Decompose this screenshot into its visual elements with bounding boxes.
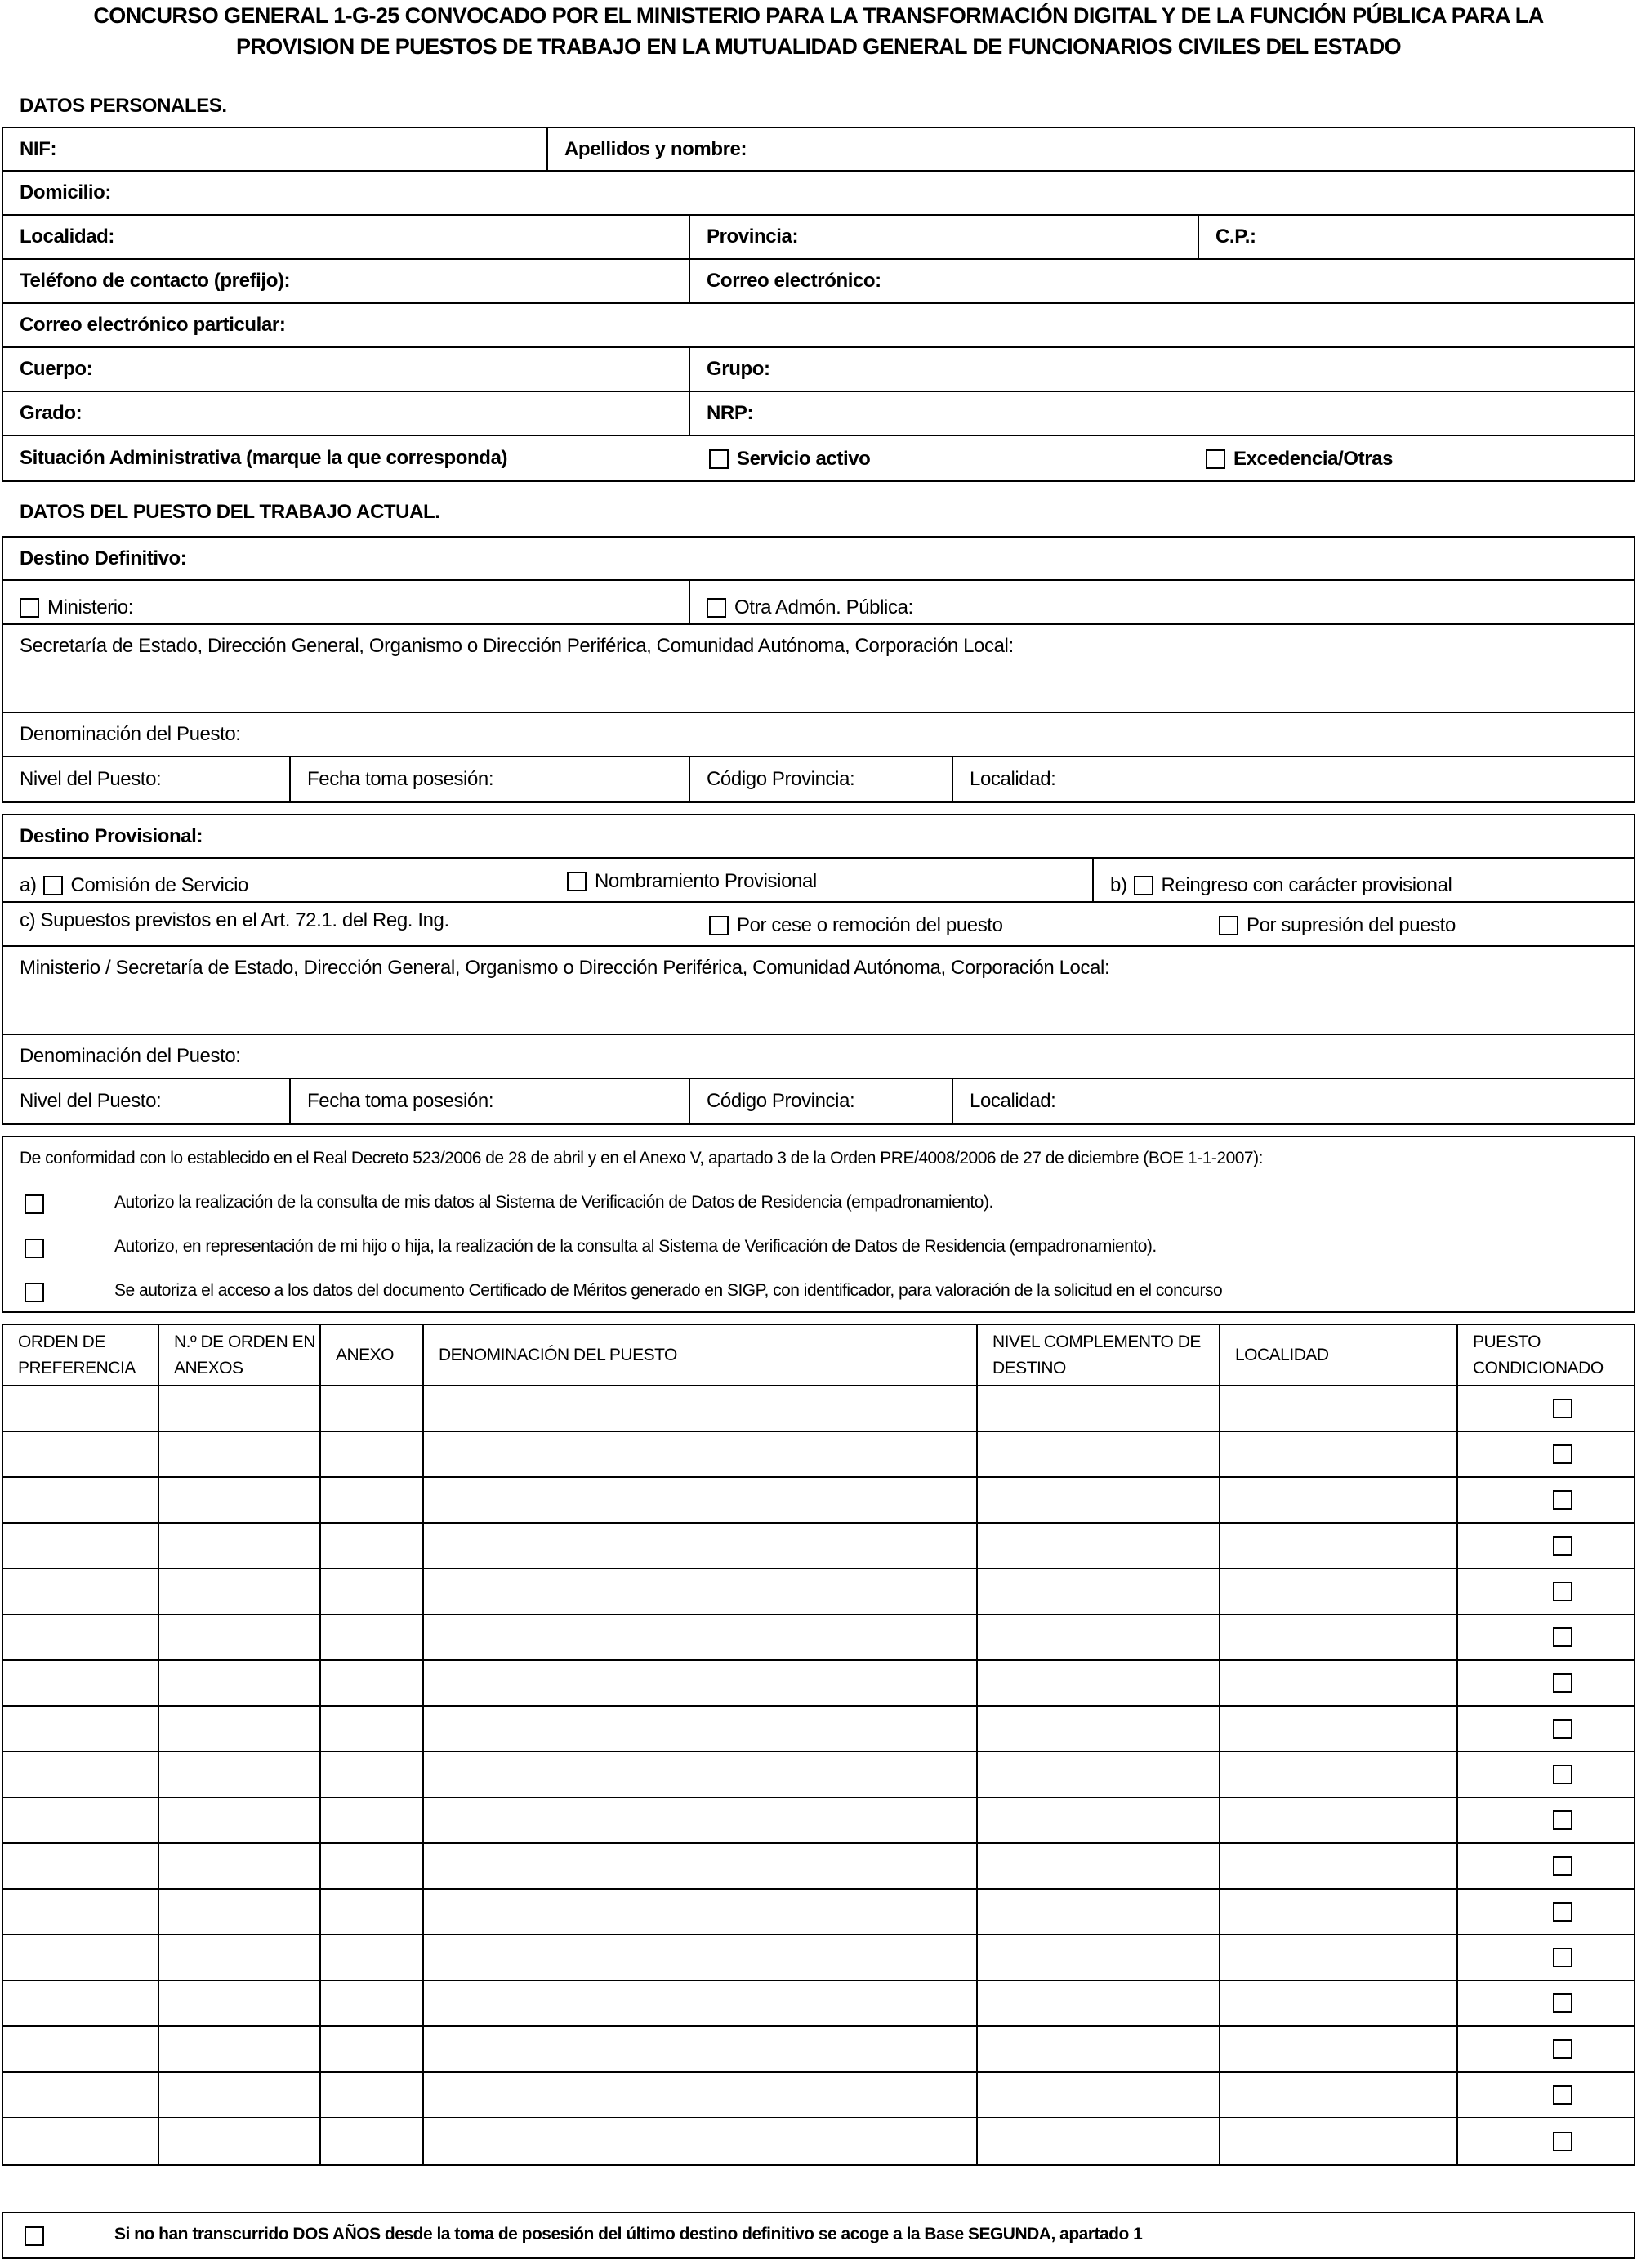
consent-item-2: Autorizo, en representación de mi hijo o hija, la realización de la consulta al Sistema de Verificación de Datos de Residencia (empadronamiento). bbox=[114, 1237, 1157, 1256]
table-cell[interactable] bbox=[424, 1935, 978, 1980]
table-row bbox=[3, 2073, 1634, 2118]
condicionado-cell bbox=[1458, 1890, 1634, 1934]
destino-provisional-table bbox=[2, 814, 1635, 1125]
table-cell[interactable] bbox=[321, 2027, 424, 2071]
table-cell[interactable] bbox=[3, 1981, 159, 2025]
table-cell[interactable] bbox=[1220, 1707, 1458, 1751]
condicionado-cell bbox=[1458, 1981, 1634, 2025]
condicionado-cell bbox=[1458, 1432, 1634, 1476]
table-cell[interactable] bbox=[1220, 1890, 1458, 1934]
table-cell[interactable] bbox=[1220, 1569, 1458, 1614]
table-cell[interactable] bbox=[321, 1844, 424, 1888]
personal-data-table bbox=[2, 127, 1635, 482]
provisional-denominacion-field[interactable]: Denominación del Puesto: bbox=[20, 1045, 241, 1067]
nrp-field[interactable]: NRP: bbox=[707, 402, 754, 424]
table-cell[interactable] bbox=[978, 1615, 1220, 1659]
table-cell[interactable] bbox=[424, 1524, 978, 1568]
condicionado-cell bbox=[1458, 1844, 1634, 1888]
checkbox-icon[interactable] bbox=[1553, 1444, 1572, 1464]
checkbox-icon[interactable] bbox=[709, 449, 729, 469]
table-cell[interactable] bbox=[1220, 1661, 1458, 1705]
localidad-puesto-field[interactable]: Localidad: bbox=[970, 768, 1056, 790]
table-cell[interactable] bbox=[159, 1844, 321, 1888]
checkbox-icon[interactable] bbox=[1553, 1399, 1572, 1418]
checkbox-icon[interactable] bbox=[1553, 2132, 1572, 2151]
table-cell[interactable] bbox=[321, 1935, 424, 1980]
option-b-label: b) bbox=[1110, 874, 1127, 896]
form-title-line-1: CONCURSO GENERAL 1-G-25 CONVOCADO POR EL MINISTERIO PARA LA TRANSFORMACIÓN DIGITAL Y DE LA FUNCIÓN PÚBLICA PARA LA bbox=[93, 3, 1544, 28]
table-cell[interactable] bbox=[424, 1432, 978, 1476]
reingreso-option[interactable] bbox=[1094, 859, 1634, 901]
table-row bbox=[3, 2027, 1634, 2073]
cese-option[interactable] bbox=[709, 914, 1003, 937]
table-cell[interactable] bbox=[3, 1844, 159, 1888]
section-heading-actual: DATOS DEL PUESTO DEL TRABAJO ACTUAL. bbox=[20, 501, 440, 523]
consent-box bbox=[2, 1136, 1635, 1313]
table-cell[interactable] bbox=[3, 1524, 159, 1568]
table-cell[interactable] bbox=[1220, 1752, 1458, 1797]
table-cell[interactable] bbox=[159, 1935, 321, 1980]
nombramiento-label: Nombramiento Provisional bbox=[595, 870, 817, 892]
table-cell[interactable] bbox=[978, 1752, 1220, 1797]
table-cell[interactable] bbox=[321, 1661, 424, 1705]
table-cell[interactable] bbox=[978, 1478, 1220, 1522]
table-cell[interactable] bbox=[321, 1707, 424, 1751]
table-cell[interactable] bbox=[3, 1386, 159, 1431]
footer-box bbox=[2, 2212, 1635, 2259]
table-cell[interactable] bbox=[978, 2027, 1220, 2071]
checkbox-icon[interactable] bbox=[1134, 876, 1153, 895]
table-cell[interactable] bbox=[159, 1615, 321, 1659]
table-cell[interactable] bbox=[978, 1386, 1220, 1431]
nombramiento-option[interactable] bbox=[567, 870, 817, 893]
checkbox-icon[interactable] bbox=[25, 1194, 44, 1214]
checkbox-icon[interactable] bbox=[1553, 1993, 1572, 2013]
table-cell[interactable] bbox=[159, 1890, 321, 1934]
condicionado-cell bbox=[1458, 2118, 1634, 2164]
table-cell[interactable] bbox=[3, 1615, 159, 1659]
consent-item-3: Se autoriza el acceso a los datos del documento Certificado de Méritos generado en SIGP, con identificador, para valoración de la solicitud en el concurso bbox=[114, 1281, 1223, 1300]
table-cell[interactable] bbox=[424, 1844, 978, 1888]
table-row bbox=[3, 1890, 1634, 1935]
table-cell[interactable] bbox=[321, 1890, 424, 1934]
checkbox-icon[interactable] bbox=[25, 1239, 44, 1258]
table-cell[interactable] bbox=[1220, 2027, 1458, 2071]
table-cell[interactable] bbox=[1220, 1524, 1458, 1568]
checkbox-icon[interactable] bbox=[1553, 1856, 1572, 1876]
checkbox-icon[interactable] bbox=[567, 872, 587, 891]
codigo-provincia-field[interactable]: Código Provincia: bbox=[690, 757, 953, 801]
puestos-table bbox=[2, 1324, 1635, 2166]
provisional-nivel-field[interactable]: Nivel del Puesto: bbox=[3, 1079, 291, 1123]
table-cell[interactable] bbox=[978, 1707, 1220, 1751]
destino-definitivo-table bbox=[2, 536, 1635, 803]
secretaria-field[interactable]: Secretaría de Estado, Dirección General, Organismo o Dirección Periférica, Comunidad Autónoma, Corporación Local: bbox=[20, 635, 1014, 657]
condicionado-cell bbox=[1458, 1661, 1634, 1705]
section-heading-personal: DATOS PERSONALES. bbox=[20, 95, 227, 117]
servicio-activo-label: Servicio activo bbox=[737, 448, 871, 470]
table-cell[interactable] bbox=[978, 2118, 1220, 2164]
checkbox-icon[interactable] bbox=[25, 2226, 44, 2246]
col-orden: ORDEN DE PREFERENCIA bbox=[3, 1325, 159, 1385]
table-row bbox=[3, 1981, 1634, 2027]
table-cell[interactable] bbox=[978, 1935, 1220, 1980]
localidad-field[interactable]: Localidad: bbox=[3, 216, 690, 258]
nivel-field[interactable]: Nivel del Puesto: bbox=[3, 757, 291, 801]
table-cell[interactable] bbox=[424, 1661, 978, 1705]
otra-admon-option[interactable] bbox=[690, 581, 1634, 623]
col-denominacion: DENOMINACIÓN DEL PUESTO bbox=[424, 1325, 978, 1385]
table-cell[interactable] bbox=[424, 1386, 978, 1431]
grupo-field[interactable]: Grupo: bbox=[707, 358, 770, 380]
table-cell[interactable] bbox=[159, 1478, 321, 1522]
condicionado-cell bbox=[1458, 1524, 1634, 1568]
apellidos-field[interactable]: Apellidos y nombre: bbox=[564, 137, 747, 160]
table-cell[interactable] bbox=[3, 1661, 159, 1705]
table-cell[interactable] bbox=[3, 1478, 159, 1522]
telefono-field[interactable]: Teléfono de contacto (prefijo): bbox=[3, 260, 690, 302]
table-cell[interactable] bbox=[321, 1569, 424, 1614]
condicionado-cell bbox=[1458, 1478, 1634, 1522]
provincia-field[interactable]: Provincia: bbox=[690, 216, 1199, 258]
table-cell[interactable] bbox=[1220, 1386, 1458, 1431]
checkbox-icon[interactable] bbox=[1553, 2039, 1572, 2059]
table-cell[interactable] bbox=[321, 1798, 424, 1842]
table-cell[interactable] bbox=[978, 1432, 1220, 1476]
provisional-localidad-field[interactable]: Localidad: bbox=[970, 1090, 1056, 1112]
table-cell[interactable] bbox=[978, 1798, 1220, 1842]
table-cell[interactable] bbox=[321, 1752, 424, 1797]
table-row bbox=[3, 1935, 1634, 1981]
table-row bbox=[3, 1752, 1634, 1798]
col-localidad: LOCALIDAD bbox=[1220, 1325, 1458, 1385]
table-cell[interactable] bbox=[321, 1478, 424, 1522]
supresion-option[interactable] bbox=[1219, 914, 1456, 937]
reingreso-label: Reingreso con carácter provisional bbox=[1161, 874, 1452, 896]
excedencia-option[interactable] bbox=[1206, 448, 1393, 471]
checkbox-icon[interactable] bbox=[1553, 1948, 1572, 1967]
table-cell[interactable] bbox=[321, 2073, 424, 2117]
table-cell[interactable] bbox=[159, 1707, 321, 1751]
checkbox-icon[interactable] bbox=[709, 916, 729, 935]
consent-item-1: Autorizo la realización de la consulta de mis datos al Sistema de Verificación de Datos de Residencia (empadronamiento). bbox=[114, 1193, 993, 1212]
grado-field[interactable]: Grado: bbox=[3, 392, 690, 435]
table-cell[interactable] bbox=[424, 1981, 978, 2025]
table-cell[interactable] bbox=[1220, 2118, 1458, 2164]
table-cell[interactable] bbox=[159, 1569, 321, 1614]
table-row bbox=[3, 1524, 1634, 1569]
condicionado-cell bbox=[1458, 1615, 1634, 1659]
destino-definitivo-title: Destino Definitivo: bbox=[20, 547, 187, 569]
col-condicionado: PUESTO CONDICIONADO bbox=[1473, 1333, 1604, 1377]
table-row bbox=[3, 1661, 1634, 1707]
table-row bbox=[3, 1707, 1634, 1752]
consent-intro: De conformidad con lo establecido en el Real Decreto 523/2006 de 28 de abril y en el Anexo V, apartado 3 de la Orden PRE/4008/2006 de 27 de diciembre (BOE 1-1-2007): bbox=[20, 1149, 1263, 1167]
table-cell[interactable] bbox=[1220, 1981, 1458, 2025]
denominacion-field[interactable]: Denominación del Puesto: bbox=[20, 723, 241, 745]
table-cell[interactable] bbox=[321, 1981, 424, 2025]
table-cell[interactable] bbox=[424, 2027, 978, 2071]
table-cell[interactable] bbox=[1220, 1798, 1458, 1842]
table-cell[interactable] bbox=[424, 1615, 978, 1659]
provisional-codigo-field[interactable]: Código Provincia: bbox=[690, 1079, 953, 1123]
checkbox-icon[interactable] bbox=[707, 598, 726, 618]
table-cell[interactable] bbox=[159, 1432, 321, 1476]
table-cell[interactable] bbox=[3, 1798, 159, 1842]
table-cell[interactable] bbox=[1220, 1615, 1458, 1659]
table-cell[interactable] bbox=[978, 1661, 1220, 1705]
provisional-fecha-field[interactable]: Fecha toma posesión: bbox=[291, 1079, 690, 1123]
checkbox-icon[interactable] bbox=[1219, 916, 1238, 935]
checkbox-icon[interactable] bbox=[1553, 2085, 1572, 2105]
condicionado-cell bbox=[1458, 1707, 1634, 1751]
table-row bbox=[3, 1569, 1634, 1615]
table-cell[interactable] bbox=[159, 2073, 321, 2117]
checkbox-icon[interactable] bbox=[1553, 1719, 1572, 1739]
table-row bbox=[3, 1844, 1634, 1890]
table-cell[interactable] bbox=[159, 1981, 321, 2025]
condicionado-cell bbox=[1458, 2073, 1634, 2117]
table-cell[interactable] bbox=[159, 1798, 321, 1842]
table-cell[interactable] bbox=[424, 1798, 978, 1842]
checkbox-icon[interactable] bbox=[1553, 1765, 1572, 1784]
form-title-line-2: PROVISION DE PUESTOS DE TRABAJO EN LA MUTUALIDAD GENERAL DE FUNCIONARIOS CIVILES DEL ESTADO bbox=[235, 34, 1402, 59]
domicilio-field[interactable]: Domicilio: bbox=[20, 181, 112, 203]
table-cell[interactable] bbox=[424, 1752, 978, 1797]
col-nivel: NIVEL COMPLEMENTO DE DESTINO bbox=[978, 1325, 1220, 1385]
supresion-label: Por supresión del puesto bbox=[1247, 914, 1456, 936]
table-cell[interactable] bbox=[321, 1386, 424, 1431]
table-cell[interactable] bbox=[1220, 2073, 1458, 2117]
provisional-ministerio-field[interactable]: Ministerio / Secretaría de Estado, Dirección General, Organismo o Dirección Periférica, Comunidad Autónoma, Corporación Local: bbox=[20, 957, 1110, 979]
table-cell[interactable] bbox=[3, 1569, 159, 1614]
table-cell[interactable] bbox=[978, 1524, 1220, 1568]
situacion-label: Situación Administrativa (marque la que corresponda) bbox=[20, 447, 508, 469]
table-cell[interactable] bbox=[424, 2118, 978, 2164]
comision-label[interactable]: Comisión de Servicio bbox=[70, 874, 248, 896]
otra-admon-label: Otra Admón. Pública: bbox=[734, 596, 913, 618]
correo-particular-field[interactable]: Correo electrónico particular: bbox=[20, 314, 286, 336]
condicionado-cell bbox=[1458, 1569, 1634, 1614]
fecha-field[interactable]: Fecha toma posesión: bbox=[291, 757, 690, 801]
table-cell[interactable] bbox=[424, 1707, 978, 1751]
table-cell[interactable] bbox=[424, 1569, 978, 1614]
table-cell[interactable] bbox=[1220, 1844, 1458, 1888]
table-cell[interactable] bbox=[3, 1707, 159, 1751]
option-a-label: a) bbox=[20, 874, 37, 896]
correo-field[interactable]: Correo electrónico: bbox=[707, 270, 881, 292]
excedencia-label: Excedencia/Otras bbox=[1233, 448, 1394, 470]
table-cell[interactable] bbox=[321, 2118, 424, 2164]
table-cell[interactable] bbox=[159, 2118, 321, 2164]
table-row bbox=[3, 2118, 1634, 2164]
col-n-orden: N.º DE ORDEN EN ANEXOS bbox=[159, 1325, 321, 1385]
table-row bbox=[3, 1798, 1634, 1844]
table-cell[interactable] bbox=[1220, 1478, 1458, 1522]
table-cell[interactable] bbox=[424, 1890, 978, 1934]
table-cell[interactable] bbox=[3, 2073, 159, 2117]
table-cell[interactable] bbox=[978, 1569, 1220, 1614]
ministerio-label: Ministerio: bbox=[47, 596, 133, 618]
nif-field[interactable]: NIF: bbox=[3, 128, 548, 170]
checkbox-icon[interactable] bbox=[43, 876, 63, 895]
table-row bbox=[3, 1615, 1634, 1661]
table-header bbox=[3, 1325, 1634, 1386]
cese-label: Por cese o remoción del puesto bbox=[737, 914, 1003, 936]
condicionado-cell bbox=[1458, 1386, 1634, 1431]
ministerio-option[interactable] bbox=[3, 581, 690, 623]
table-row bbox=[3, 1478, 1634, 1524]
table-cell[interactable] bbox=[159, 1524, 321, 1568]
checkbox-icon[interactable] bbox=[1206, 449, 1225, 469]
table-cell[interactable] bbox=[321, 1432, 424, 1476]
servicio-activo-option[interactable] bbox=[709, 448, 870, 471]
table-cell[interactable] bbox=[978, 1890, 1220, 1934]
table-cell[interactable] bbox=[978, 1844, 1220, 1888]
table-row bbox=[3, 1432, 1634, 1478]
table-cell[interactable] bbox=[3, 1432, 159, 1476]
table-cell[interactable] bbox=[159, 2027, 321, 2071]
condicionado-cell bbox=[1458, 2027, 1634, 2071]
provisional-ab-row bbox=[3, 859, 1094, 901]
condicionado-cell bbox=[1458, 1752, 1634, 1797]
table-cell[interactable] bbox=[159, 1386, 321, 1431]
table-cell[interactable] bbox=[1220, 1935, 1458, 1980]
checkbox-icon[interactable] bbox=[1553, 1673, 1572, 1693]
destino-provisional-title: Destino Provisional: bbox=[20, 824, 203, 847]
table-cell[interactable] bbox=[321, 1524, 424, 1568]
table-cell[interactable] bbox=[978, 2073, 1220, 2117]
table-cell[interactable] bbox=[3, 1935, 159, 1980]
table-cell[interactable] bbox=[424, 2073, 978, 2117]
supuestos-label: c) Supuestos previstos en el Art. 72.1. del Reg. Ing. bbox=[20, 909, 449, 931]
table-cell[interactable] bbox=[3, 2118, 159, 2164]
col-anexo: ANEXO bbox=[321, 1325, 424, 1385]
footer-text: Si no han transcurrido DOS AÑOS desde la toma de posesión del último destino definitivo se acoge a la Base SEGUNDA, apartado 1 bbox=[114, 2225, 1143, 2243]
cp-field[interactable]: C.P.: bbox=[1215, 225, 1256, 248]
table-cell[interactable] bbox=[1220, 1432, 1458, 1476]
condicionado-cell bbox=[1458, 1798, 1634, 1842]
checkbox-icon[interactable] bbox=[1553, 1627, 1572, 1647]
checkbox-icon[interactable] bbox=[1553, 1810, 1572, 1830]
table-cell[interactable] bbox=[159, 1752, 321, 1797]
table-cell[interactable] bbox=[3, 1890, 159, 1934]
table-row bbox=[3, 1386, 1634, 1432]
checkbox-icon[interactable] bbox=[1553, 1582, 1572, 1601]
table-cell[interactable] bbox=[321, 1615, 424, 1659]
checkbox-icon[interactable] bbox=[25, 1283, 44, 1302]
condicionado-cell bbox=[1458, 1935, 1634, 1980]
cuerpo-field[interactable]: Cuerpo: bbox=[3, 348, 690, 391]
table-cell[interactable] bbox=[424, 1478, 978, 1522]
checkbox-icon[interactable] bbox=[1553, 1536, 1572, 1556]
checkbox-icon[interactable] bbox=[1553, 1902, 1572, 1922]
table-cell[interactable] bbox=[978, 1981, 1220, 2025]
checkbox-icon[interactable] bbox=[1553, 1490, 1572, 1510]
checkbox-icon[interactable] bbox=[20, 598, 39, 618]
table-cell[interactable] bbox=[3, 2027, 159, 2071]
table-cell[interactable] bbox=[159, 1661, 321, 1705]
table-cell[interactable] bbox=[3, 1752, 159, 1797]
